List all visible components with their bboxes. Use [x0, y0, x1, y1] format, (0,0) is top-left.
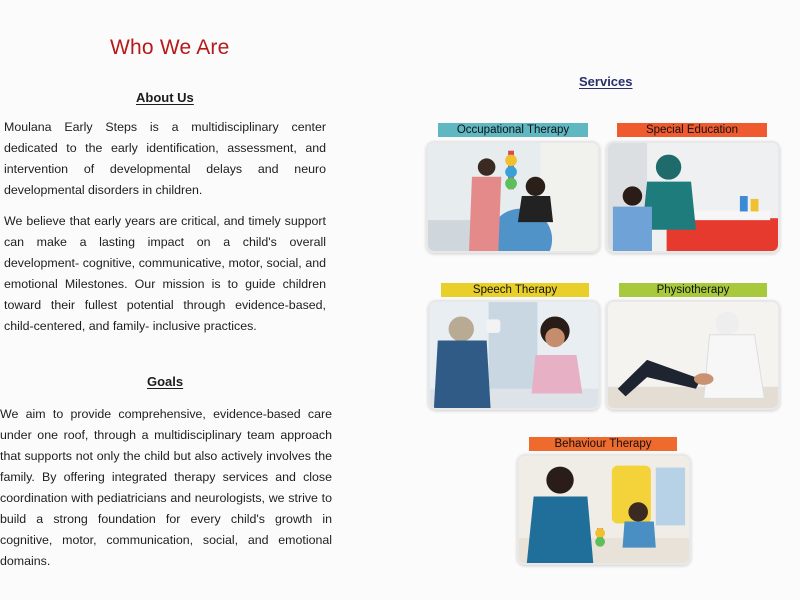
service-label-behaviour-therapy: Behaviour Therapy	[529, 437, 677, 451]
service-label-special-education: Special Education	[617, 123, 767, 137]
about-us-paragraph-1: Moulana Early Steps is a multidisciplinary center dedicated to the early identification, assessment, and intervention of developmental delays and neuro developmental disorders in children.	[4, 120, 326, 197]
service-label-speech-therapy: Speech Therapy	[441, 283, 589, 297]
goals-paragraph: We aim to provide comprehensive, evidence-based care under one roof, through a multidisciplinary team approach that supports not only the child but also actively involves the family. By offering integrated therapy services and close coordination with pediatricians and neurologists, we strive to build a strong foundation for every child's growth in cognitive, motor, communication, social, and emotional domains.	[0, 407, 332, 568]
speech-therapy-photo	[428, 300, 600, 410]
services-heading: Services	[579, 74, 633, 89]
goals-heading: Goals	[147, 374, 184, 389]
service-label-physiotherapy: Physiotherapy	[619, 283, 767, 297]
occupational-therapy-photo	[426, 141, 600, 253]
physiotherapy-photo	[606, 300, 780, 410]
special-education-photo	[606, 141, 780, 253]
service-label-occupational-therapy: Occupational Therapy	[438, 123, 588, 137]
behaviour-therapy-photo	[517, 454, 691, 565]
about-us-paragraph-2: We believe that early years are critical, and timely support can make a lasting impact on a child's overall development- cognitive, communicative, motor, social, and emotional Milestones. Our mission is to guide children toward their fullest potential through evidence-based, child-centered, and family- inclusive practices.	[4, 214, 326, 333]
about-us-heading: About Us	[136, 90, 194, 105]
page-title: Who We Are	[110, 36, 230, 59]
